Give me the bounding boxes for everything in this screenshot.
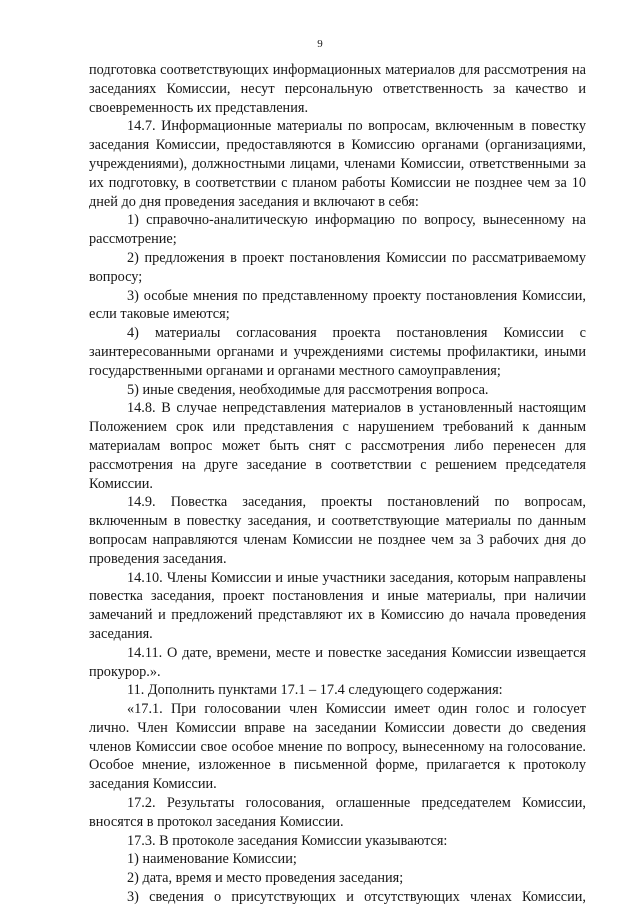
paragraph-17-1: «17.1. При голосовании член Комиссии имеет один голос и голосует лично. Член Комиссии вправе на заседании Комиссии довести до сведения членов Комиссии свое особое мнение по вопросу, вынесенному на голосование. Особое мнение, изложенное в письменной форме, прилагается к протоколу заседания Комиссии.: [89, 701, 586, 793]
paragraph-17-3: 17.3. В протоколе заседания Комиссии указываются:: [127, 832, 448, 849]
paragraph-14-8: 14.8. В случае непредставления материалов в установленный настоящим Положением срок или представления с нарушением требований к данным материалам вопрос может быть снят с рассмотрения либо перенесен для рассмотрения на друге заседание в соответствии с решением председателя Комиссии.: [89, 400, 586, 492]
list-item-4: 4) материалы согласования проекта постановления Комиссии с заинтересованными органами и учреждениями системы профилактики, иными государственными органами и органами местного самоуправления;: [89, 325, 586, 379]
protocol-item-3: 3) сведения о присутствующих и отсутствующих членах Комиссии,: [127, 889, 586, 906]
paragraph-14-11: 14.11. О дате, времени, месте и повестке заседания Комиссии извещается прокурор.».: [89, 644, 586, 680]
document-body: [89, 61, 586, 907]
paragraph-continuation: подготовка соответствующих информационных материалов для рассмотрения на заседаниях Комиссии, несут персональную ответственность за качество и своевременность их представления.: [89, 62, 586, 116]
list-item-2: 2) предложения в проект постановления Комиссии по рассматриваемому вопросу;: [89, 249, 586, 285]
paragraph-17-2: 17.2. Результаты голосования, оглашенные председателем Комиссии, вносятся в протокол заседания Комиссии.: [89, 795, 586, 830]
paragraph-14-7: 14.7. Информационные материалы по вопросам, включенным в повестку заседания Комиссии, предоставляются в Комиссию органами (организациями, учреждениями), должностными лицами, членами Комиссии, ответственными за их подготовку, в соответствии с планом работы Комиссии не позднее чем за 10 дней до дня проведения заседания и включают в себя:: [89, 118, 586, 210]
page-number: 9: [317, 38, 323, 50]
paragraph-14-9: 14.9. Повестка заседания, проекты постановлений по вопросам, включенным в повестку заседания, и соответствующие материалы по данным вопросам направляются членам Комиссии не позднее чем за 3 рабочих дня до проведения заседания.: [89, 494, 586, 567]
list-item-1: 1) справочно-аналитическую информацию по вопросу, вынесенному на рассмотрение;: [89, 212, 586, 248]
paragraph-11: 11. Дополнить пунктами 17.1 – 17.4 следующего содержания:: [127, 682, 503, 699]
protocol-item-2: 2) дата, время и место проведения заседания;: [127, 870, 404, 887]
list-item-3: 3) особые мнения по представленному проекту постановления Комиссии, если таковые имеются;: [89, 287, 586, 323]
list-item-5: 5) иные сведения, необходимые для рассмотрения вопроса.: [127, 381, 489, 398]
paragraph-14-10: 14.10. Члены Комиссии и иные участники заседания, которым направлены повестка заседания, проект постановления и иные материалы, при наличии замечаний и предложений представляют их в Комиссию до начала проведения заседания.: [89, 569, 586, 642]
protocol-item-1: 1) наименование Комиссии;: [127, 851, 297, 868]
